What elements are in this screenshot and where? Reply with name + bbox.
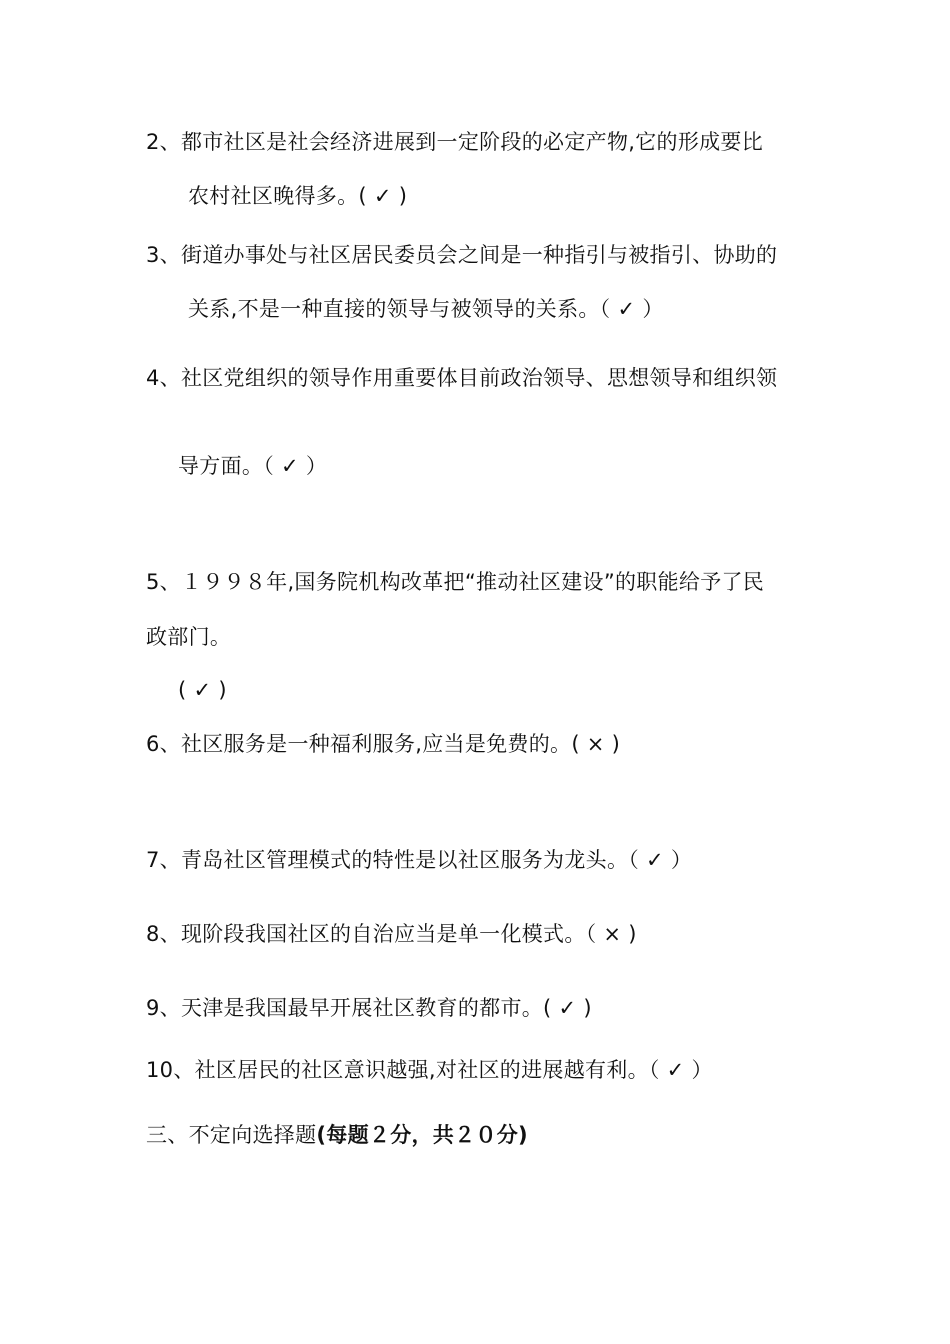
item-2-line-2: 农村社区晚得多。( ✓ ) bbox=[188, 184, 408, 208]
item-5-line-3: ( ✓ ) bbox=[178, 678, 227, 702]
item-5-line-1: 5、１９９８年,国务院机构改革把“推动社区建设”的职能给予了民 bbox=[146, 570, 765, 594]
item-6-line-1: 6、社区服务是一种福利服务,应当是免费的。( × ) bbox=[146, 732, 621, 756]
section-heading-suffix: (每题２分，共２０分) bbox=[316, 1123, 528, 1147]
item-9-line-1: 9、天津是我国最早开展社区教育的都市。( ✓ ) bbox=[146, 996, 592, 1020]
section-heading-prefix: 三、不定向选择题 bbox=[146, 1123, 317, 1147]
item-3-line-2: 关系,不是一种直接的领导与被领导的关系。（ ✓ ） bbox=[188, 297, 664, 321]
section-heading bbox=[146, 1121, 528, 1149]
item-4-line-2: 导方面。（ ✓ ） bbox=[178, 454, 328, 478]
item-10-line-1: 10、社区居民的社区意识越强,对社区的进展越有利。（ ✓ ） bbox=[146, 1058, 713, 1082]
item-8-line-1: 8、现阶段我国社区的自治应当是单一化模式。（ × ) bbox=[146, 922, 637, 946]
item-3-line-1: 3、街道办事处与社区居民委员会之间是一种指引与被指引、协助的 bbox=[146, 243, 778, 267]
item-4-line-1: 4、社区党组织的领导作用重要体目前政治领导、思想领导和组织领 bbox=[146, 366, 778, 390]
item-5-line-2: 政部门。 bbox=[146, 625, 232, 649]
item-2-line-1: 2、都市社区是社会经济进展到一定阶段的必定产物,它的形成要比 bbox=[146, 130, 764, 154]
item-7-line-1: 7、青岛社区管理模式的特性是以社区服务为龙头。（ ✓ ） bbox=[146, 848, 693, 872]
